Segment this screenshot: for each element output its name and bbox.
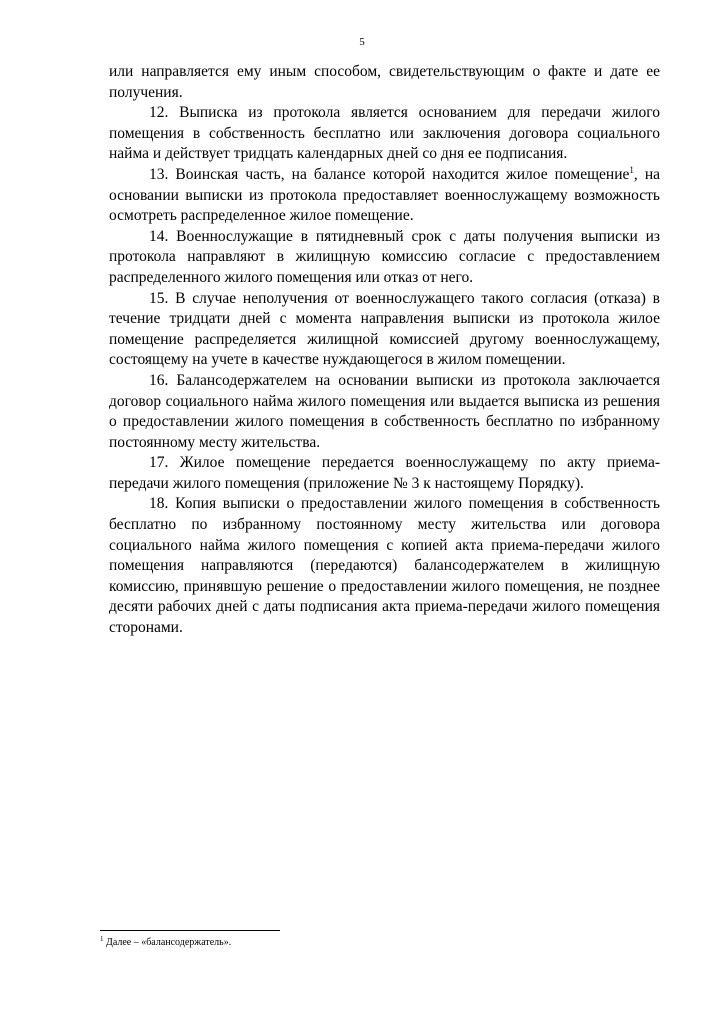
footnote — [100, 937, 660, 949]
paragraph-continuation: или направляется ему иным способом, свидетельствующим о факте и дате ее получения. — [109, 63, 660, 101]
paragraph-14: 14. Военнослужащие в пятидневный срок с даты получения выписки из протокола направляют в жилищную комиссию согласие с предоставлением распределенного жилого помещения или отказ от него. — [109, 227, 660, 286]
footnote-separator — [100, 930, 280, 931]
document-body — [109, 62, 660, 639]
paragraph-17: 17. Жилое помещение передается военнослужащему по акту приема-передачи жилого помещения (приложение № 3 к настоящему Порядку). — [109, 454, 660, 492]
paragraph-18: 18. Копия выписки о предоставлении жилого помещения в собственность бесплатно по избранному постоянному месту жительства или договора социального найма жилого помещения с копией акта приема-передачи жилого помещения направляются (передаются) балансодержателем в жилищную комиссию, принявшую решение о предоставлении жилого помещения, не позднее десяти рабочих дней с даты подписания акта приема-передачи жилого помещения сторонами. — [109, 495, 660, 637]
paragraph-13-text-start: 13. Воинская часть, на балансе которой находится жилое помещение — [149, 165, 630, 183]
footnote-text: Далее – «балансодержатель». — [106, 937, 232, 948]
paragraph-12: 12. Выписка из протокола является основанием для передачи жилого помещения в собственность бесплатно или заключения договора социального найма и действует тридцать календарных дней со дня ее подписания. — [109, 104, 660, 163]
paragraph-13 — [109, 165, 660, 227]
footnote-reference: 1 — [629, 164, 634, 175]
footnote-marker: 1 — [100, 935, 104, 943]
paragraph-15: 15. В случае неполучения от военнослужащего такого согласия (отказа) в течение тридцати дней с момента направления выписки из протокола жилое помещение распределяется жилищной комиссией другому военнослужащему, состоящему на учете в качестве нуждающегося в жилом помещении. — [109, 289, 660, 369]
page-number: 5 — [359, 36, 365, 48]
paragraph-16: 16. Балансодержателем на основании выписки из протокола заключается договор социального найма жилого помещения или выдается выписка из решения о предоставлении жилого помещения в собственность бесплатно по избранному постоянному месту жительства. — [109, 371, 660, 451]
paragraph-13-text-end: , на основании выписки из протокола предоставляет военнослужащему возможность осмотреть распределенное жилое помещение. — [109, 165, 660, 225]
